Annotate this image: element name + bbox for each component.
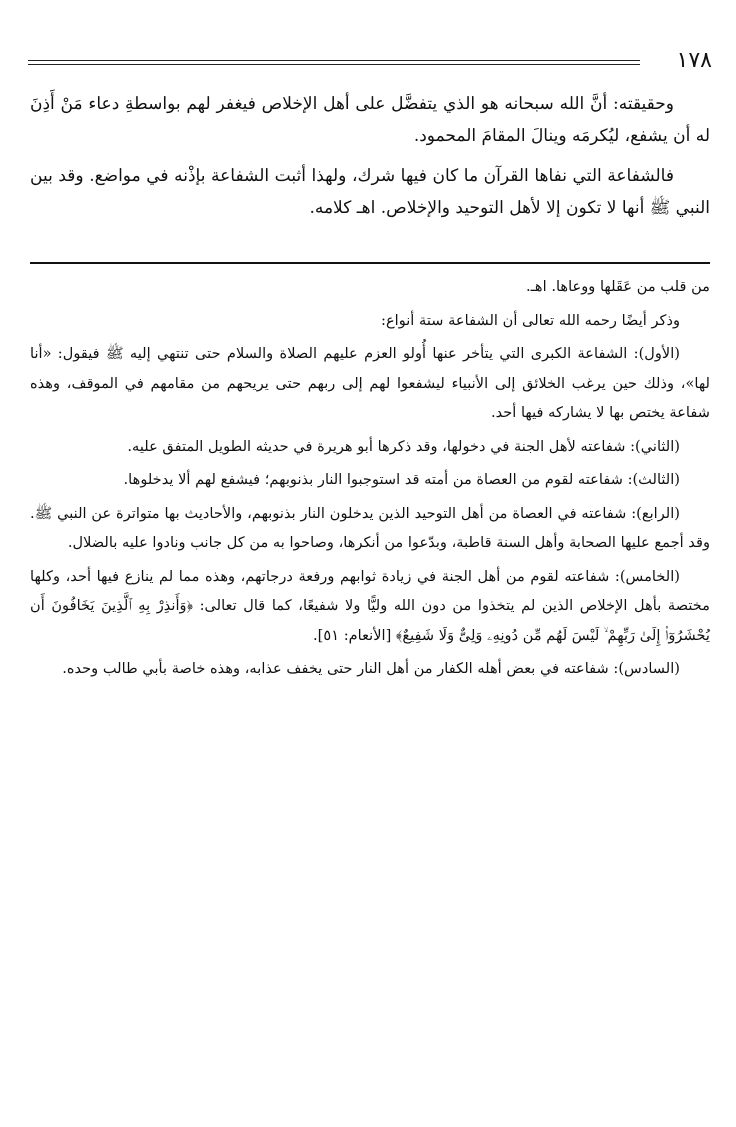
- footnote-type-first: (الأول): الشفاعة الكبرى التي يتأخر عنها أُولو العزم عليهم الصلاة والسلام حتى تنتهي إليه ﷺ فيقول: «أنا لها»، وذلك حين يرغب الخلائق إلى الأنبياء ليشفعوا لهم إلى ربهم حتى يريحهم من مقامهم في الموقف، وهذه شفاعة يختص بها لا يشاركه فيها أحد.: [30, 345, 710, 421]
- footnote-type-third: (الثالث): شفاعته لقوم من العصاة من أمته قد استوجبوا النار بذنوبهم؛ فيشفع لهم ألا يدخلوها.: [123, 471, 680, 488]
- page-number: ١٧٨: [676, 48, 712, 73]
- footnote-line-1: من قلب من عَقَلها ووعاها. اهـ.: [526, 278, 710, 295]
- footnotes-section: [30, 272, 710, 688]
- main-paragraph-1: وحقيقته: أنَّ الله سبحانه هو الذي يتفضَّل على أهل الإخلاص فيغفر لهم بواسطةِ دعاء مَنْ أَذِنَ له أن يشفع، ليُكرمَه وينالَ المقامَ المحمود.: [30, 94, 710, 146]
- footnote-line-2: وذكر أيضًا رحمه الله تعالى أن الشفاعة ستة أنواع:: [381, 311, 680, 329]
- footnote-type-second: (الثاني): شفاعته لأهل الجنة في دخولها، وقد ذكرها أبو هريرة في حديثه الطويل المتفق عليه.: [127, 437, 680, 455]
- header-rule-bottom: [28, 64, 640, 65]
- footnote-separator: [30, 262, 710, 264]
- main-body: [30, 88, 710, 232]
- header-rule-top: [28, 60, 640, 61]
- main-paragraph-2: فالشفاعة التي نفاها القرآن ما كان فيها شرك، ولهذا أثبت الشفاعة بإذْنه في مواضع. وقد بين النبي ﷺ أنها لا تكون إلا لأهل التوحيد والإخلاص. اهـ كلامه.: [30, 166, 710, 218]
- page-header: [28, 48, 712, 78]
- footnote-type-sixth: (السادس): شفاعته في بعض أهله الكفار من أهل النار حتى يخفف عذابه، وهذه خاصة بأبي طالب وحده.: [62, 660, 680, 677]
- footnote-type-fourth: (الرابع): شفاعته في العصاة من أهل التوحيد الذين يدخلون النار بذنوبهم، والأحاديث بها متواترة عن النبي ﷺ. وقد أجمع عليها الصحابة وأهل السنة قاطبة، وبدّعوا من أنكرها، وصاحوا به من كل جانب ونادوا عليه بالضلال.: [30, 504, 710, 551]
- footnote-type-fifth: (الخامس): شفاعته لقوم من أهل الجنة في زيادة ثوابهم ورفعة درجاتهم، وهذه مما لم ينازع فيها أحد، وكلها مختصة بأهل الإخلاص الذين لم يتخذوا من دون الله وليًّا ولا شفيعًا، كما قال تعالى: ﴿وَأَنذِرْ بِهِ ٱلَّذِينَ يَخَافُونَ أَن يُحْشَرُوٓا۟ إِلَىٰ رَبِّهِمْ ۙ لَيْسَ لَهُم مِّن دُونِهِۦ وَلِىٌّ وَلَا شَفِيعٌ﴾ [الأنعام: ٥١].: [30, 567, 710, 644]
